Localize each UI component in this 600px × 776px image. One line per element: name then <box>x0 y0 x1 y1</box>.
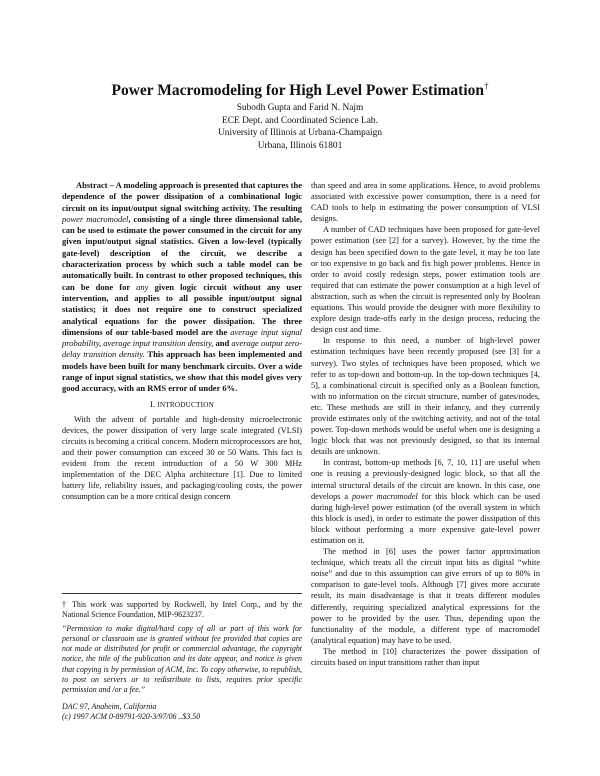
right-column <box>311 180 540 668</box>
conference-line: DAC 97, Anaheim, California <box>62 701 157 711</box>
abstract <box>62 180 302 395</box>
title-text: Power Macromodeling for High Level Power Estimation <box>111 82 485 100</box>
footnotes <box>62 593 302 722</box>
section-heading-introduction <box>62 399 302 411</box>
bottom-up-term: power macromodel <box>351 491 418 501</box>
abstract-text-5: This approach has been implemented and models have been built for many benchmark circuits. Over a wide range of input signal statistics, we show that this model gives very good accuracy, with an RMS error of under 6%. <box>62 349 302 394</box>
intro-paragraph <box>62 414 302 503</box>
permission-notice: “Permission to make digital/hard copy of all or part of this work for personal or classroom use is granted without fee provided that copies are not made or distributed for profit or commercial advantage, the copyright notice, the title of the publication and its date appear, and notice is given that copying is by permission of ACM, Inc. To copy otherwise, to republish, to post on servers or to redistribute to lists, requires prior specific permission and /or a fee.” <box>62 623 302 695</box>
paragraph-bottom-up <box>311 457 540 546</box>
left-column <box>62 180 302 502</box>
abstract-term-output-density: average output zero-delay transition density. <box>62 338 302 360</box>
right-body <box>311 180 540 668</box>
section-number: I. <box>149 398 158 409</box>
abstract-text-1: Abstract – A modeling approach is presented that captures the dependence of the power dissipation of a combinational logic circuit on its input/output signal switching activity. The resulting <box>62 180 302 213</box>
copyright-line: (c) 1997 ACM 0-89791-920-3/97/06 ..$3.50 <box>62 711 201 721</box>
paragraph-high-level: In response to this need, a number of high-level power estimation techniques have been recently proposed (see [3] for a survey). Two styles of techniques have been proposed, which we refer to as top-down and bottom-up. In the top-down techniques [4, 5], a combinational circuit is specified only as a Boolean function, with no information on the circuit structure, number of gates/nodes, etc. These methods are still in their infancy, and they currently provide estimates only of the switching activity, and not of the total power. Top-down methods would be useful when one is designing a logic block that was not previously designed, so that its internal details are unknown. <box>311 336 540 457</box>
affiliation-line-1: ECE Dept. and Coordinated Science Lab. <box>222 115 378 126</box>
intro-text: With the advent of portable and high-density microelectronic devices, the power dissipation of very large scale integrated (VLSI) circuits is becoming a critical concern. Modern microprocessors are hot, and their power consumption can exceed 30 or 50 Watts. This fact is evident from the recent introduction of a 50 W 300 MHz implementation of the DEC Alpha architecture [1]. Due to limited battery life, reliability issues, and packaging/cooling costs, the power consumption can be a more critical design concern <box>62 414 302 502</box>
bottom-up-text-2: for this block which can be used during high-level power estimation (of the overall system in which this block is used), in order to estimate the power dissipation of this block without performing a more expensive gate-level power estimation on it. <box>311 491 540 545</box>
abstract-text-3: given logic circuit without any user intervention, and applies to all possible input/output signal statistics; it does not require one to construct specialized analytical equations for the power dissipation. The three dimensions of our table-based model are the <box>62 281 302 337</box>
section-title: INTRODUCTION <box>157 400 215 409</box>
abstract-text-2: , consisting of a single three dimensional table, can be used to estimate the power consumed in the circuit for any given input/output signal statistics. Given a low-level (typically gate-level) description of the circuit, we describe a characterization process by which such a table model can be automatically built. In contrast to other proposed techniques, this can be done for <box>62 213 302 292</box>
funding-footnote: † This work was supported by Rockwell, by Intel Corp., and by the National Science Foundation, MIP-9623237. <box>62 600 302 620</box>
abstract-text-4: and <box>213 338 232 349</box>
paragraph-continued: than speed and area in some applications. Hence, to avoid problems associated with excessive power consumption, there is a need for CAD tools to help in estimating the power consumption of VLSI designs. <box>311 181 540 224</box>
paper-title <box>0 77 600 100</box>
paragraph-method-10: The method in [10] characterizes the power dissipation of circuits based on input transitions rather than input <box>311 646 540 668</box>
affiliation-line-3: Urbana, Illinois 61801 <box>257 140 343 151</box>
abstract-term-dimensions: average input signal probability, average input transition density, <box>62 326 302 349</box>
abstract-term-any: any <box>136 281 149 292</box>
abstract-term-macromodel: power macromodel <box>62 213 129 224</box>
paragraph-gate-level: A number of CAD techniques have been proposed for gate-level power estimation (see [2] for a survey). However, by the time the design has been specified down to the gate level, it may be too late or too expensive to go back and fix high power problems. Hence in order to avoid costly redesign steps, power estimation tools are required that can estimate the power consumption at a high level of abstraction, such as when the circuit is represented only by Boolean equations. This would provide the designer with more flexibility to explore design trade-offs early in the design process, reducing the design cost and time. <box>311 225 540 335</box>
title-footnote-mark: † <box>484 81 489 91</box>
bottom-up-text-1: In contrast, bottom-up methods [6, 7, 10, 11] are useful when one is reusing a previously-designed logic block, so that all the internal structural details of the circuit are known. In this case, one develops a <box>311 458 540 501</box>
author-block <box>0 102 600 152</box>
affiliation-line-2: University of Illinois at Urbana-Champaign <box>217 128 383 139</box>
author-names: Subodh Gupta and Farid N. Najm <box>236 103 364 113</box>
paragraph-prior-methods: The method in [6] uses the power factor approximation technique, which treats all the circuit input bits as digital “white noise” and due to this assumption can give errors of up to 80% in comparison to gate-level tools. Although [7] gives more accurate result, its main disadvantage is that it treats different modules differently, requiring specialized analytical expressions for the power to be provided by the user. Thus, depending upon the functionality of the module, a different type of macromodel (analytical equation) may have to be used. <box>311 547 540 645</box>
